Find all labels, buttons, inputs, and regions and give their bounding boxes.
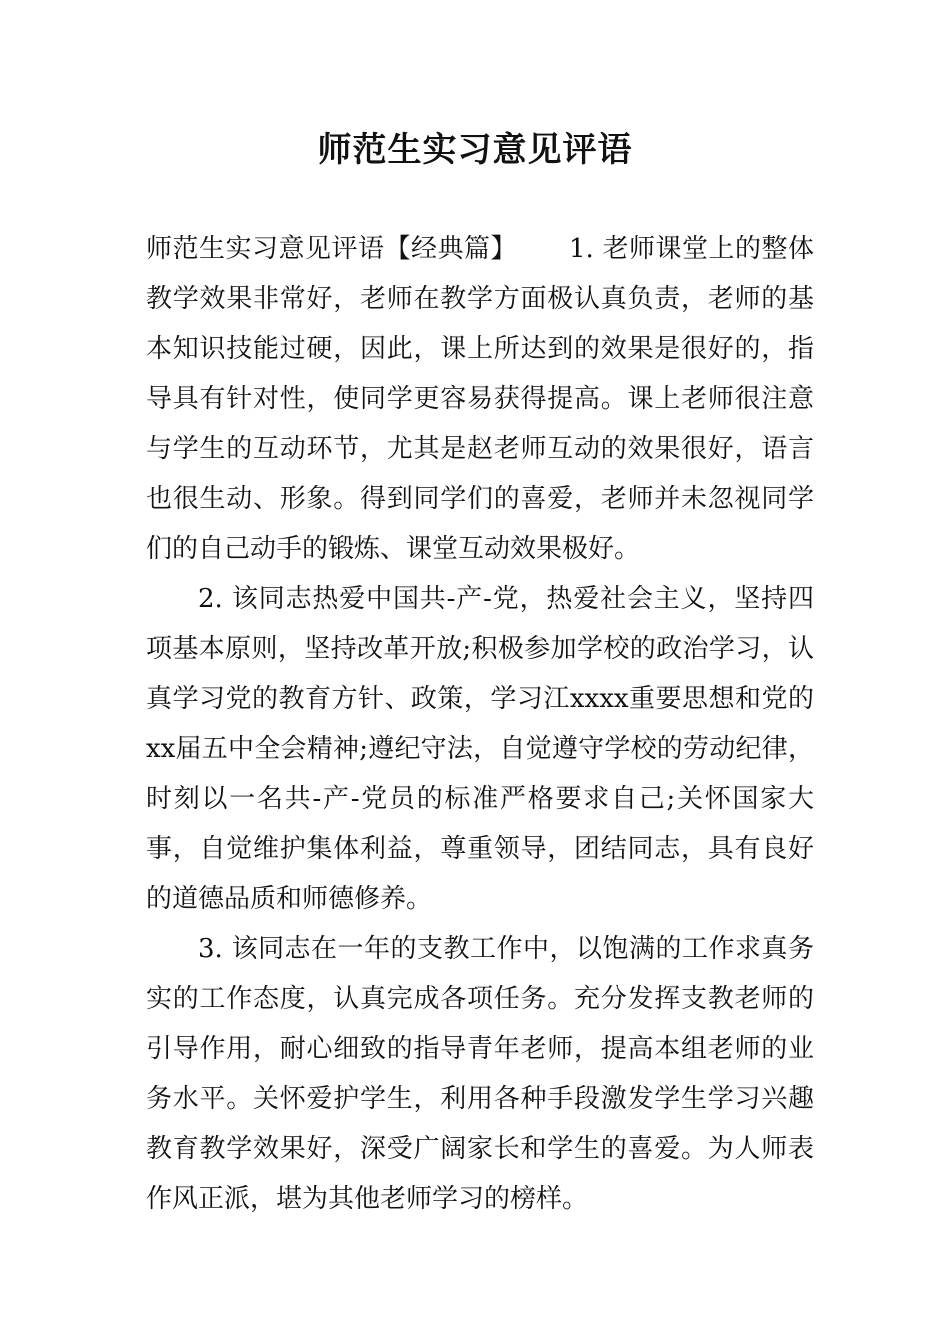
page-title: 师范生实习意见评语 [317, 130, 633, 170]
paragraph-3: 3. 该同志在一年的支教工作中，以饱满的工作求真务实的工作态度，认真完成各项任务。充分发挥支教老师的引导作用，耐心细致的指导青年老师，提高本组老师的业务水平。关怀爱护学生，利用各种手段激发学生学习兴趣教育教学效果好，深受广阔家长和学生的喜爱。为人师表作风正派，堪为其他老师学习的榜样。 [146, 934, 814, 1214]
paragraph-2: 2. 该同志热爱中国共-产-党，热爱社会主义，坚持四项基本原则，坚持改革开放;积极参加学校的政治学习，认真学习党的教育方针、政策，学习江xxxx重要思想和党的xx届五中全会精神;遵纪守法，自觉遵守学校的劳动纪律，时刻以一名共-产-党员的标准严格要求自己;关怀国家大事，自觉维护集体利益，尊重领导，团结同志，具有良好的道德品质和师德修养。 [146, 584, 814, 914]
paragraph-1-text: 1. 老师课堂上的整体教学效果非常好，老师在教学方面极认真负责，老师的基本知识技能过硬，因此，课上所达到的效果是很好的，指导具有针对性，使同学更容易获得提高。课上老师很注意与学生的互动环节，尤其是赵老师互动的效果很好，语言也很生动、形象。得到同学们的喜爱，老师并未忽视同学们的自己动手的锻炼、课堂互动效果极好。 [146, 234, 814, 564]
section-heading: 师范生实习意见评语【经典篇】 [146, 234, 517, 264]
paragraph-1 [146, 224, 814, 574]
document-body [146, 224, 814, 1224]
